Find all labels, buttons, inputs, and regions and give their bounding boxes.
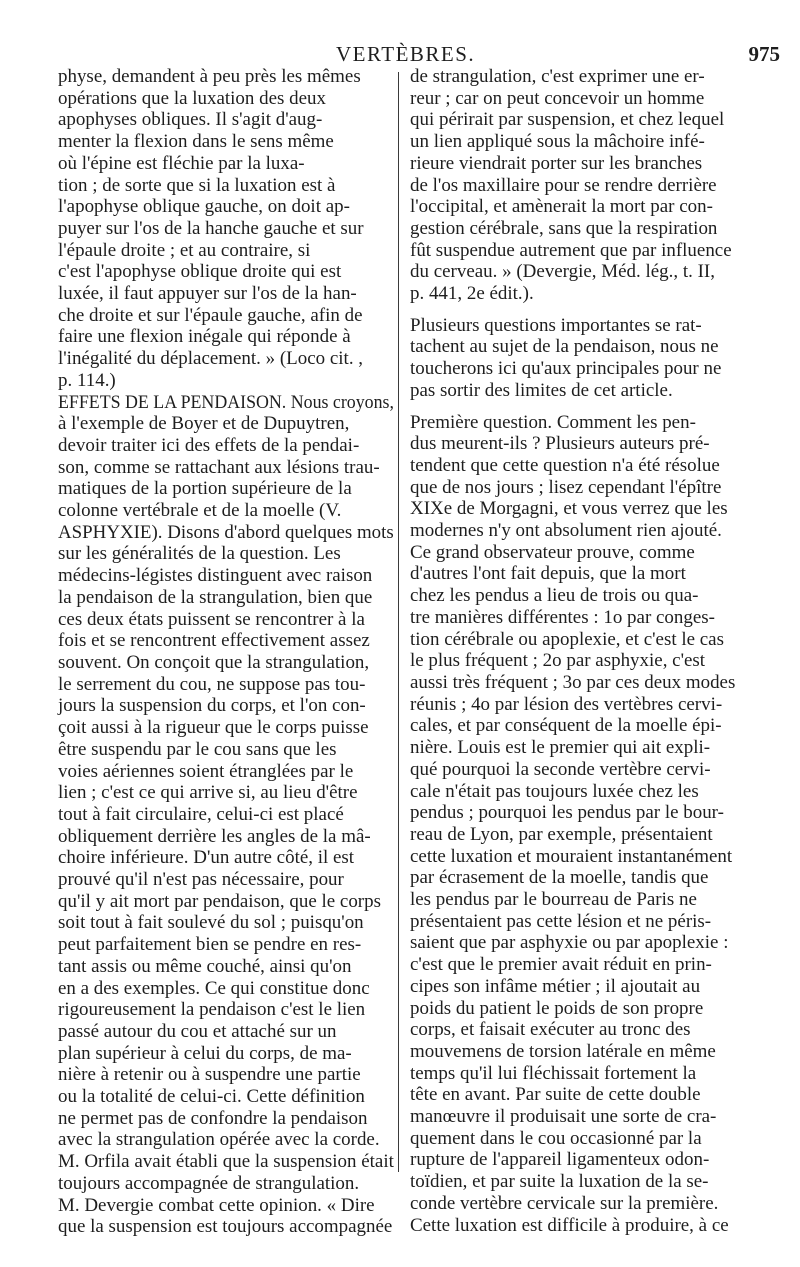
text-line: reur ; car on peut concevoir un homme — [410, 87, 705, 109]
text-line: temps qu'il lui fléchissait fortement la — [410, 1062, 697, 1084]
text-line: où l'épine est fléchie par la luxa- — [58, 152, 305, 174]
text-line: à l'exemple de Boyer et de Dupuytren, — [58, 413, 350, 435]
text-line: c'est que le premier avait réduit en prin- — [410, 954, 712, 976]
left-column — [58, 66, 398, 1238]
text-line: luxée, il faut appuyer sur l'os de la han- — [58, 283, 357, 305]
text-line: plan supérieur à celui du corps, de ma- — [58, 1042, 352, 1064]
text-line: mouvemens de torsion latérale en même — [410, 1040, 716, 1062]
text-line: fois et se rencontrent effectivement assez — [58, 630, 370, 652]
text-line: ces deux états puissent se rencontrer à la — [58, 608, 365, 630]
page-number: 975 — [748, 42, 780, 66]
text-line: tion cérébrale ou apoplexie, et c'est le cas — [410, 628, 724, 650]
text-line: menter la flexion dans le sens même — [58, 131, 334, 153]
text-line: l'occipital, et amènerait la mort par con- — [410, 196, 713, 218]
text-line: qu'il y ait mort par pendaison, que le corps — [58, 890, 381, 912]
text-line: d'autres l'ont fait depuis, que la mort — [410, 563, 686, 585]
text-line: voies aériennes soient étranglées par le — [58, 760, 354, 782]
text-line: soit tout à fait soulevé du sol ; puisqu'on — [58, 912, 364, 934]
text-line: rigoureusement la pendaison c'est le lien — [58, 999, 366, 1021]
text-line: faire une flexion inégale qui réponde à — [58, 326, 351, 348]
text-line: pas sortir des limites de cet article. — [410, 379, 673, 401]
text-line: qui périrait par suspension, et chez lequel — [410, 109, 725, 131]
text-line: qué pourquoi la seconde vertèbre cervi- — [410, 758, 711, 780]
text-line: cette luxation et mouraient instantanément — [410, 845, 733, 867]
text-line: de strangulation, c'est exprimer une er- — [410, 66, 705, 87]
text-line: p. 441, 2e édit.). — [410, 283, 534, 305]
text-line: cipes son infâme métier ; il ajoutait au — [410, 975, 701, 997]
text-line: pendus ; pourquoi les pendus par le bour- — [410, 802, 724, 824]
text-line: apophyses obliques. Il s'agit d'aug- — [58, 109, 323, 131]
text-line: l'inégalité du déplacement. » (Loco cit. , — [58, 348, 364, 370]
text-line: Plusieurs questions importantes se rat- — [410, 314, 702, 336]
text-line: toujours accompagnée de strangulation. — [58, 1172, 360, 1194]
text-line: le plus fréquent ; 2o par asphyxie, c'est — [410, 650, 706, 672]
text-line: opérations que la luxation des deux — [58, 87, 326, 109]
text-line: dus meurent-ils ? Plusieurs auteurs pré- — [410, 433, 710, 455]
text-line: choire inférieure. D'un autre côté, il est — [58, 847, 355, 869]
paragraph-first-question — [410, 412, 750, 1237]
text-line: aussi très fréquent ; 3o par ces deux modes — [410, 671, 736, 693]
text-line: du cerveau. » (Devergie, Méd. lég., t. II, — [410, 261, 715, 283]
text-line: poids du patient le poids de son propre — [410, 997, 704, 1019]
text-line: l'épaule droite ; et au contraire, si — [58, 239, 311, 261]
text-line: corps, et faisait exécuter au tronc des — [410, 1019, 691, 1041]
paragraph-strangulation-quote — [410, 66, 750, 305]
text-line: rupture de l'appareil ligamenteux odon- — [410, 1149, 710, 1171]
text-line: ASPHYXIE). Disons d'abord quelques mots — [58, 521, 394, 543]
right-column — [410, 66, 750, 1236]
text-line: çoit aussi à la rigueur que le corps puisse — [58, 717, 369, 739]
text-line: reau de Lyon, par exemple, présentaient — [410, 823, 713, 845]
text-line: ne permet pas de confondre la pendaison — [58, 1107, 368, 1129]
text-line: cale n'était pas toujours luxée chez les — [410, 780, 699, 802]
text-line: les pendus par le bourreau de Paris ne — [410, 889, 697, 911]
paragraph-important-questions — [410, 315, 750, 402]
text-line: jours la suspension du corps, et l'on con- — [58, 695, 366, 717]
text-line: tête en avant. Par suite de cette double — [410, 1084, 701, 1106]
text-line: M. Devergie combat cette opinion. « Dire — [58, 1194, 375, 1216]
text-line: quement dans le cou occasionné par la — [410, 1127, 702, 1149]
text-line: que la suspension est toujours accompagnée — [58, 1216, 393, 1238]
text-line: che droite et sur l'épaule gauche, afin de — [58, 304, 363, 326]
text-line: le serrement du cou, ne suppose pas tou- — [58, 673, 366, 695]
text-line: cales, et par conséquent de la moelle épi- — [410, 715, 722, 737]
text-line: puyer sur l'os de la hanche gauche et sur — [58, 217, 364, 239]
text-line: M. Orfila avait établi que la suspension était — [58, 1151, 394, 1173]
text-line: c'est l'apophyse oblique droite qui est — [58, 261, 342, 283]
text-line: par écrasement de la moelle, tandis que — [410, 867, 709, 889]
text-line: nière à retenir ou à suspendre une partie — [58, 1064, 361, 1086]
text-line: de l'os maxillaire pour se rendre derrière — [410, 174, 717, 196]
text-line: obliquement derrière les angles de la mâ- — [58, 825, 371, 847]
text-line: tion ; de sorte que si la luxation est à — [58, 174, 336, 196]
text-line: EFFETS DE LA PENDAISON. Nous croyons, — [58, 391, 394, 413]
text-line: nière. Louis est le premier qui ait expli- — [410, 737, 711, 759]
text-line: souvent. On conçoit que la strangulation, — [58, 651, 370, 673]
text-line: tre manières différentes : 1o par conges- — [410, 606, 715, 628]
text-line: avec la strangulation opérée avec la corde. — [58, 1129, 380, 1151]
column-divider — [398, 72, 399, 1172]
text-line: toucherons ici qu'aux principales pour ne — [410, 358, 722, 380]
text-line: un lien appliqué sous la mâchoire infé- — [410, 131, 705, 153]
text-line: médecins-légistes distinguent avec raison — [58, 565, 373, 587]
text-line: manœuvre il produisait une sorte de cra- — [410, 1106, 717, 1128]
text-line: prouvé qu'il n'est pas nécessaire, pour — [58, 869, 344, 891]
text-line: sur les généralités de la question. Les — [58, 543, 341, 565]
text-line: p. 114.) — [58, 369, 116, 391]
running-title: VERTÈBRES. — [336, 42, 476, 66]
text-line: l'apophyse oblique gauche, on doit ap- — [58, 196, 350, 218]
text-line: rieure viendrait porter sur les branches — [410, 152, 703, 174]
text-line: passé autour du cou et attaché sur un — [58, 1020, 337, 1042]
text-line: présentaient pas cette lésion et ne péris- — [410, 910, 712, 932]
text-line: tant assis ou même couché, ainsi qu'on — [58, 955, 352, 977]
text-line: lien ; c'est ce qui arrive si, au lieu d'être — [58, 782, 358, 804]
text-line: la pendaison de la strangulation, bien que — [58, 586, 373, 608]
text-line: toïdien, et par suite la luxation de la se- — [410, 1171, 709, 1193]
text-line: Ce grand observateur prouve, comme — [410, 541, 695, 563]
text-line: son, comme se rattachant aux lésions trau- — [58, 456, 380, 478]
text-line: conde vertèbre cervicale sur la première. — [410, 1192, 719, 1214]
text-line: colonne vertébrale et de la moelle (V. — [58, 500, 342, 522]
text-line: en a des exemples. Ce qui constitue donc — [58, 977, 370, 999]
text-line: tachent au sujet de la pendaison, nous ne — [410, 336, 719, 358]
text-line: matiques de la portion supérieure de la — [58, 478, 352, 500]
text-line: peut parfaitement bien se pendre en res- — [58, 934, 362, 956]
text-line: tout à fait circulaire, celui-ci est placé — [58, 803, 344, 825]
text-line: ou la totalité de celui-ci. Cette définition — [58, 1086, 365, 1108]
text-line: XIXe de Morgagni, et vous verrez que les — [410, 498, 728, 520]
text-line: physe, demandent à peu près les mêmes — [58, 66, 361, 87]
text-line: fût suspendue autrement que par influence — [410, 239, 732, 261]
text-line: réunis ; 4o par lésion des vertèbres cervi- — [410, 693, 723, 715]
text-line: tendent que cette question n'a été résolue — [410, 454, 720, 476]
text-line: devoir traiter ici des effets de la pendai- — [58, 434, 360, 456]
text-line: Cette luxation est difficile à produire, à ce — [410, 1214, 729, 1236]
text-line: que de nos jours ; lisez cependant l'épître — [410, 476, 722, 498]
text-line: être suspendu par le cou sans que les — [58, 738, 337, 760]
text-line: Première question. Comment les pen- — [410, 411, 696, 433]
text-line: modernes n'y ont absolument rien ajouté. — [410, 520, 722, 542]
text-line: saient que par asphyxie ou par apoplexie : — [410, 932, 729, 954]
text-line: gestion cérébrale, sans que la respiration — [410, 217, 718, 239]
text-line: chez les pendus a lieu de trois ou qua- — [410, 585, 699, 607]
